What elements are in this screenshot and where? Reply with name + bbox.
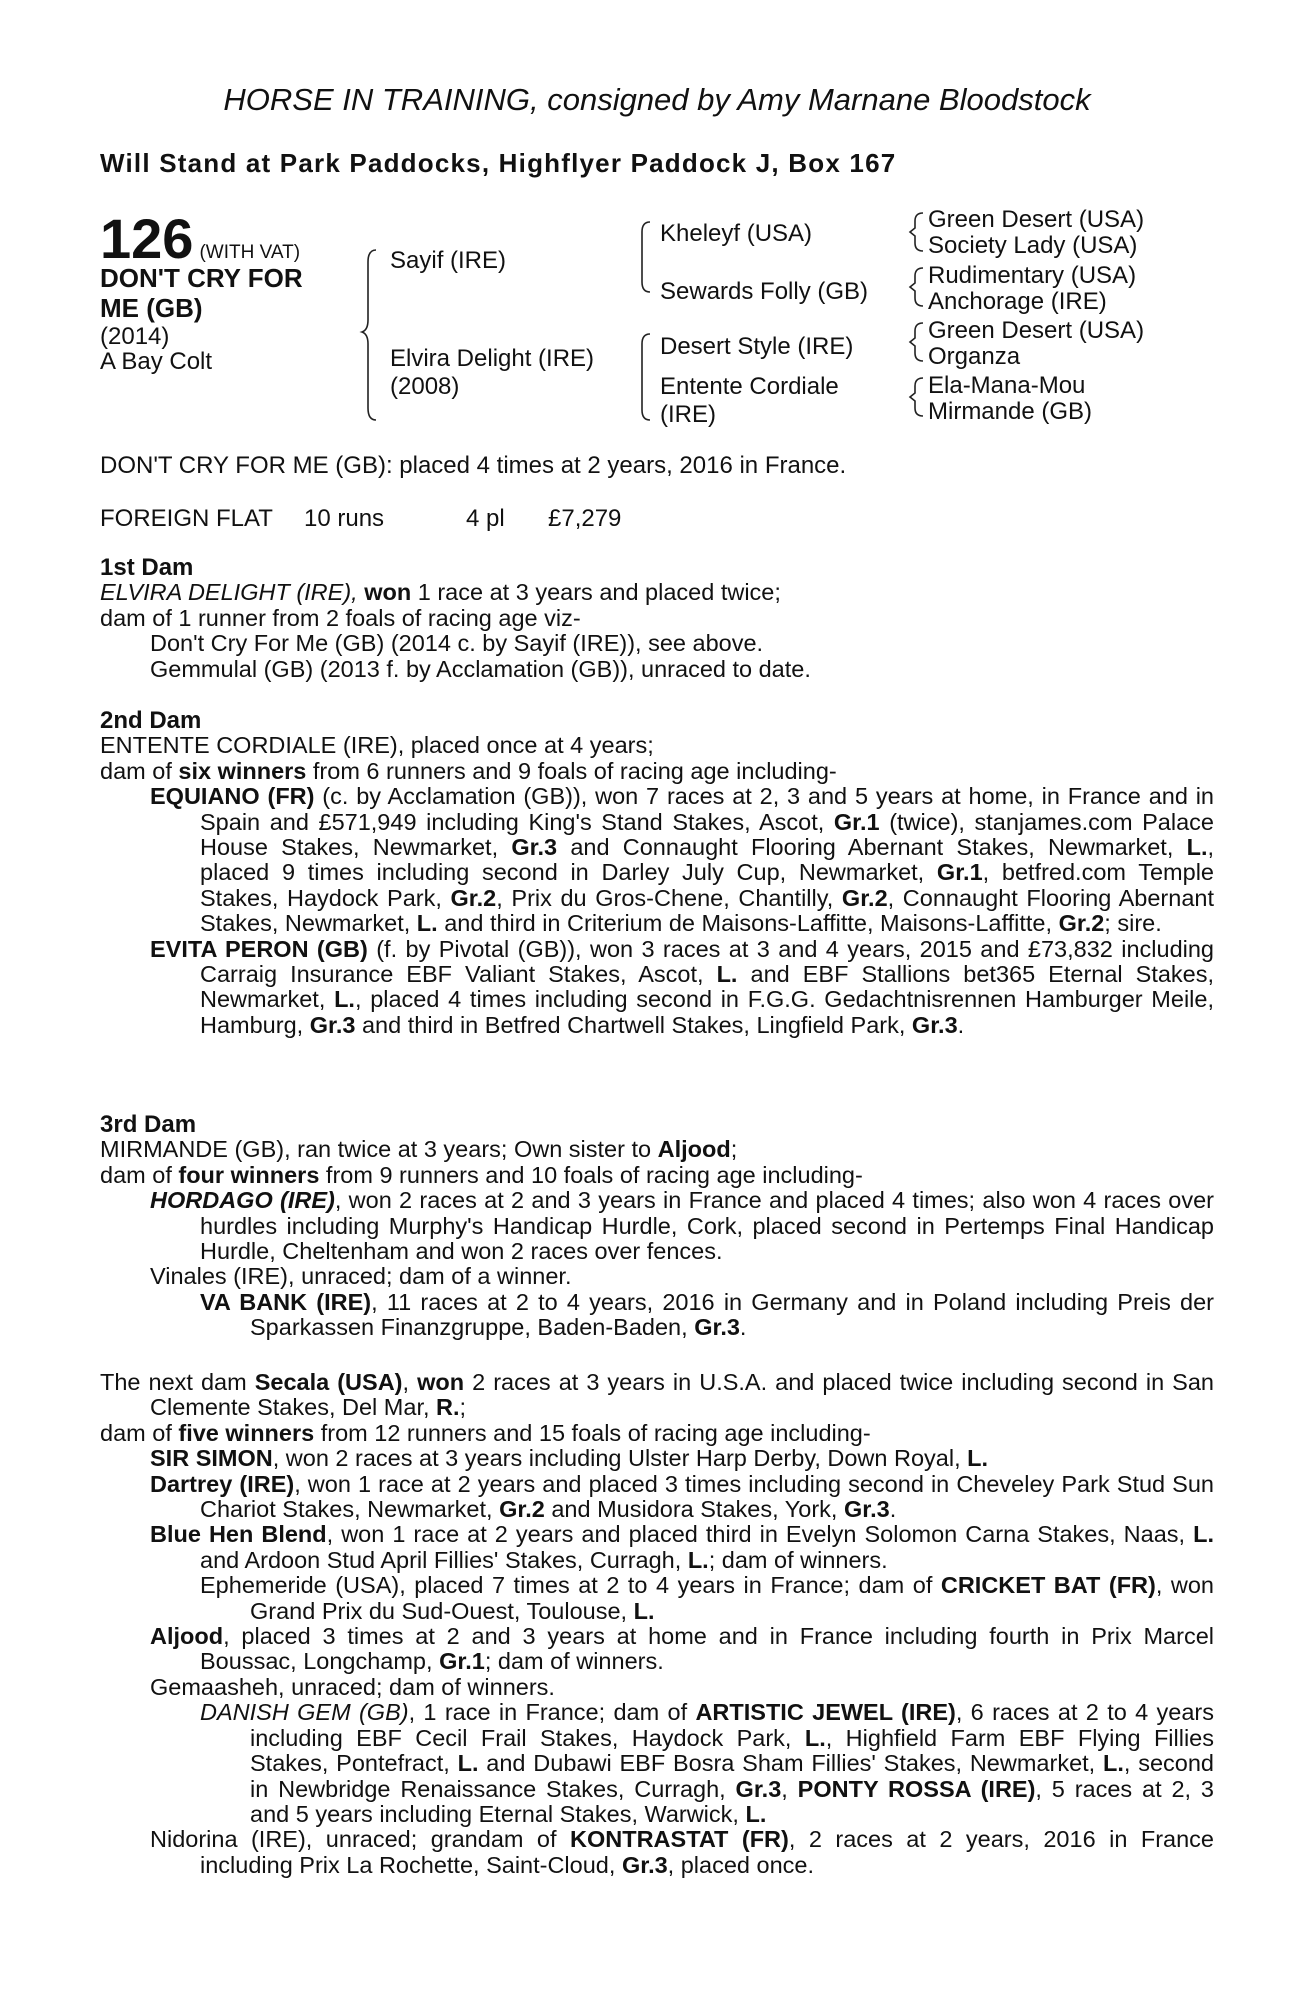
dam-line (100, 580, 1214, 605)
dam-sire: Desert Style (IRE) (660, 333, 854, 360)
horse-name: DON'T CRY FOR ME (GB) (100, 263, 303, 323)
produce-entry: HORDAGO (IRE), won 2 races at 2 and 3 years in France and placed 4 times; also won 4 races over hurdles including Murphy's Handicap Hurdle, Cork, placed second in Pertemps Final Handicap Hurdle, Cheltenham and won 2 races over fences. (150, 1187, 1214, 1265)
produce-entry: Gemaasheh, unraced; dam of winners. (150, 1673, 555, 1700)
bracket-sire-dam (362, 250, 376, 420)
produce-line: dam of 1 runner from 2 foals of racing age viz- (100, 604, 581, 631)
bracket-dam-line (642, 334, 650, 420)
dam: Elvira Delight (IRE) (390, 345, 595, 372)
produce-entry: SIR SIMON, won 2 races at 3 years including Ulster Harp Derby, Down Royal, L. (150, 1445, 989, 1472)
dam-line: MIRMANDE (GB), ran twice at 3 years; Own sister to Aljood; (100, 1136, 738, 1163)
bracket-sire-line (642, 222, 650, 292)
ancestor-4: Anchorage (IRE) (928, 288, 1107, 315)
produce-entry: Nidorina (IRE), unraced; grandam of KONTRASTAT (FR), 2 races at 2 years, 2016 in France including Prix La Rochette, Saint-Cloud, Gr.3, placed once. (150, 1826, 1215, 1878)
first-dam-section (100, 555, 1214, 682)
lot-number: 126 (100, 207, 194, 270)
produce-entry: Vinales (IRE), unraced; dam of a winner. (150, 1263, 572, 1290)
ancestor-2: Society Lady (USA) (928, 232, 1138, 259)
bracket-g3 (910, 323, 923, 361)
bracket-g4 (910, 378, 923, 416)
produce-entry: VA BANK (IRE), 11 races at 2 to 4 years, 2016 in Germany and in Poland including Preis der Sparkassen Finanzgruppe, Baden-Baden, Gr.3. (200, 1288, 1214, 1341)
dam-name: ELVIRA DELIGHT (IRE), (100, 579, 358, 606)
produce-line: dam of four winners from 9 runners and 10 foals of racing age including- (100, 1161, 863, 1188)
produce-entry: EQUIANO (FR) (c. by Acclamation (GB)), won 7 races at 2, 3 and 5 years at home, in France and in Spain and £571,949 including King's Stand Stakes, Ascot, Gr.1 (twice), stanjames.com Palace House Stakes, Newmarket, Gr.3 and Connaught Flooring Abernant Stakes, Newmarket, L., placed 9 times including second in Darley July Cup, Newmarket, Gr.1, betfred.com Temple Stakes, Haydock Park, Gr.2, Prix du Gros-Chene, Chantilly, Gr.2, Connaught Flooring Abernant Stakes, Newmarket, L. and third in Criterium de Maisons-Laffitte, Maisons-Laffitte, Gr.2; sire. (150, 783, 1215, 937)
vat-label: (WITH VAT) (199, 242, 301, 263)
stand-location: Will Stand at Park Paddocks, Highflyer Paddock J, Box 167 (100, 148, 897, 178)
second-dam-section (100, 708, 1214, 1038)
produce-line: dam of five winners from 12 runners and 15 foals of racing age including- (100, 1419, 871, 1446)
produce-entry: Don't Cry For Me (GB) (2014 c. by Sayif (IRE)), see above. (150, 630, 764, 657)
dam-dam-country: (IRE) (660, 401, 716, 428)
section-heading: 2nd Dam (100, 707, 202, 734)
dam-dam: Entente Cordiale (660, 373, 839, 400)
race-summary: DON'T CRY FOR ME (GB): placed 4 times at 2 years, 2016 in France. (100, 452, 847, 479)
produce-entry: Blue Hen Blend, won 1 race at 2 years and placed third in Evelyn Solomon Carna Stakes, Naas, L. and Ardoon Stud April Fillies' Stakes, Curragh, L.; dam of winners. (150, 1521, 1214, 1573)
horse-year: (2014) (100, 323, 170, 350)
sire: Sayif (IRE) (390, 247, 507, 274)
ancestor-8: Mirmande (GB) (928, 398, 1093, 425)
bracket-g2 (910, 268, 923, 306)
produce-entry: Aljood, placed 3 times at 2 and 3 years at home and in France including fourth in Prix Marcel Boussac, Longchamp, Gr.1; dam of winners. (150, 1623, 1214, 1675)
dam-record: 1 race at 3 years and placed twice; (417, 579, 781, 606)
dam-line: The next dam Secala (USA), won 2 races at 3 years in U.S.A. and placed twice including second in San Clemente Stakes, Del Mar, R.; (100, 1369, 1214, 1421)
horse-description: A Bay Colt (100, 348, 213, 375)
ancestor-7: Ela-Mana-Mou (928, 372, 1086, 399)
sire-sire: Kheleyf (USA) (660, 220, 813, 247)
section-heading: 3rd Dam (100, 1111, 197, 1138)
record-earnings: £7,279 (548, 505, 622, 532)
ancestor-3: Rudimentary (USA) (928, 262, 1137, 289)
produce-entry: Ephemeride (USA), placed 7 times at 2 to 4 years in France; dam of CRICKET BAT (FR), won Grand Prix du Sud-Ouest, Toulouse, L. (200, 1572, 1215, 1624)
produce-line: dam of six winners from 6 runners and 9 foals of racing age including- (100, 757, 837, 784)
dam-line: ENTENTE CORDIALE (IRE), placed once at 4 years; (100, 732, 654, 759)
record-label: FOREIGN FLAT (100, 505, 273, 532)
page-title: HORSE IN TRAINING, consigned by Amy Marnane Bloodstock (223, 82, 1091, 117)
section-heading: 1st Dam (100, 554, 194, 581)
produce-entry: DANISH GEM (GB), 1 race in France; dam of ARTISTIC JEWEL (IRE), 6 races at 2 to 4 years including EBF Cecil Frail Stakes, Haydock Park, L., Highfield Farm EBF Flying Fillies Stakes, Pontefract, L. and Dubawi EBF Bosra Sham Fillies' Stakes, Newmarket, L., second in Newbridge Renaissance Stakes, Curragh, Gr.3, PONTY ROSSA (IRE), 5 races at 2, 3 and 5 years including Eternal Stakes, Warwick, L. (200, 1699, 1215, 1827)
won-label: won (364, 579, 412, 606)
ancestor-5: Green Desert (USA) (928, 317, 1145, 344)
record-placed: 4 pl (466, 505, 505, 532)
produce-entry: Dartrey (IRE), won 1 race at 2 years and placed 3 times including second in Cheveley Park Stud Sun Chariot Stakes, Newmarket, Gr.2 and Musidora Stakes, York, Gr.3. (150, 1470, 1214, 1523)
next-dam-section (100, 1370, 1214, 1878)
sire-dam: Sewards Folly (GB) (660, 278, 869, 305)
record-runs: 10 runs (304, 505, 385, 532)
dam-year: (2008) (390, 373, 460, 400)
produce-entry: Gemmulal (GB) (2013 f. by Acclamation (GB)), unraced to date. (150, 655, 811, 682)
bracket-g1 (910, 213, 923, 251)
third-dam-section (100, 1112, 1214, 1341)
ancestor-1: Green Desert (USA) (928, 206, 1145, 233)
produce-entry: EVITA PERON (GB) (f. by Pivotal (GB)), won 3 races at 3 and 4 years, 2015 and £73,832 including Carraig Insurance EBF Valiant Stakes, Ascot, L. and EBF Stallions bet365 Eternal Stakes, Newmarket, L., placed 4 times including second in F.G.G. Gedachtnisrennen Hamburger Meile, Hamburg, Gr.3 and third in Betfred Chartwell Stakes, Lingfield Park, Gr.3. (150, 935, 1215, 1038)
ancestor-6: Organza (928, 343, 1021, 370)
